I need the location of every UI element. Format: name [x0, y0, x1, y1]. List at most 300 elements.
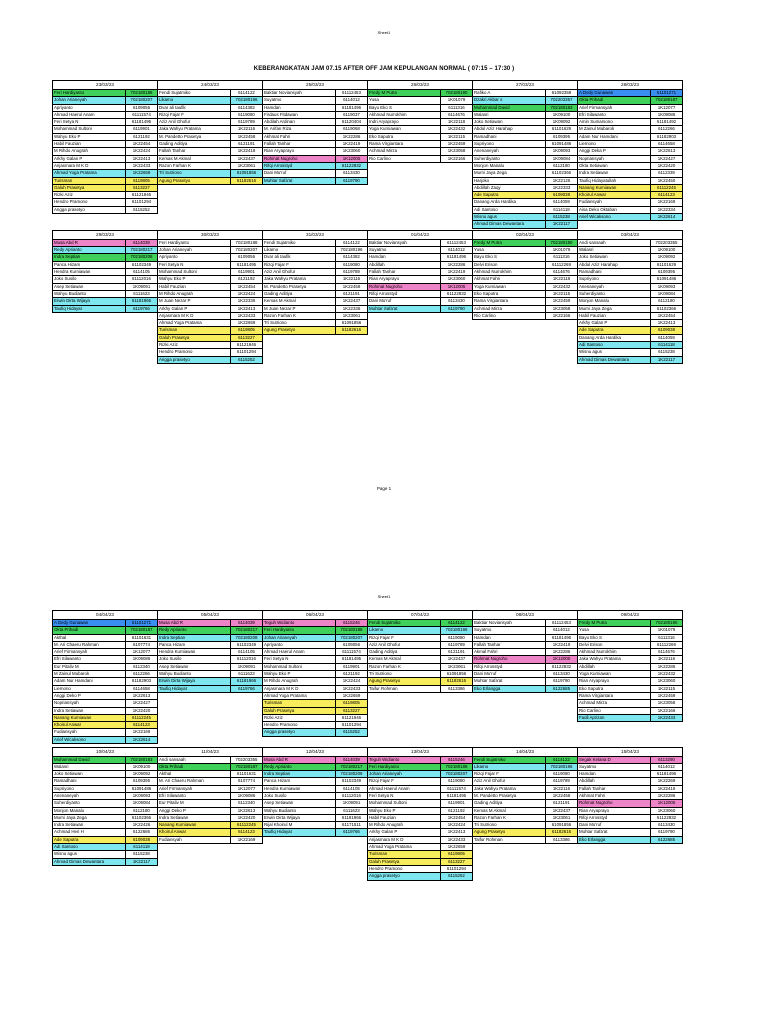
table-row — [158, 156, 262, 163]
employee-id: 6109056 — [132, 104, 151, 110]
employee-name: Adam Nur Hamdani — [53, 678, 126, 684]
employee-name: Musa Abd R — [158, 620, 231, 626]
employee-id: 61182903 — [656, 133, 677, 139]
table-row — [368, 815, 472, 822]
employee-id: 1K22419 — [657, 785, 676, 791]
table-row — [368, 851, 472, 858]
employee-id: 61111574 — [447, 785, 466, 791]
employee-name: Arief Firmansyah — [53, 649, 126, 655]
table-row — [158, 800, 262, 807]
employee-id: 6122685 — [552, 685, 571, 691]
employee-name: Rohmat Nugroho — [473, 656, 546, 662]
employee-id: 6109056 — [342, 641, 361, 647]
employee-name: Rizki Aziz — [263, 715, 336, 721]
employee-name: Kemas M Akmal — [473, 808, 546, 814]
employee-name: Rio Carlino — [368, 156, 441, 162]
day-date: 14/04/23 — [473, 748, 577, 757]
employee-id: 702180196 — [445, 627, 468, 633]
employee-id: 702180188 — [130, 90, 153, 95]
employee-name: Akthal — [158, 771, 231, 777]
day-block — [262, 230, 368, 335]
table-row — [158, 126, 262, 133]
table-row — [368, 786, 472, 793]
employee-name: Indra Setiawan — [158, 815, 231, 821]
table-row — [473, 664, 577, 671]
employee-id: 1K22166 — [657, 707, 676, 713]
employee-id: 1K22427 — [132, 700, 151, 706]
table-row — [473, 837, 577, 843]
day-date: 30/03/23 — [158, 231, 262, 240]
table-row — [578, 313, 682, 320]
employee-name: Aziz Anil Ghofur — [263, 269, 336, 275]
employee-id: 61181495 — [236, 261, 257, 267]
employee-id: 1K22433 — [342, 685, 361, 691]
table-row — [53, 851, 157, 858]
employee-name: Yoga Kurniawan — [578, 671, 651, 677]
employee-id: 702180183 — [130, 756, 153, 762]
table-row — [53, 715, 157, 722]
employee-id: 6114012 — [553, 627, 570, 633]
table-row — [158, 141, 262, 148]
employee-id: 6113430 — [448, 298, 465, 304]
employee-id: 6119805 — [238, 327, 255, 333]
employee-name: Fredy M Putra — [368, 90, 441, 96]
employee-id: 6115246 — [343, 620, 360, 625]
table-row — [263, 664, 367, 671]
employee-name: Nanang Kurniawan — [578, 185, 651, 191]
employee-name: Rizki Aziz — [53, 192, 126, 198]
employee-name: Kemas M Akmal — [368, 656, 441, 662]
employee-name: Johan Arianeyah — [158, 247, 231, 253]
table-row — [578, 335, 682, 342]
employee-id: 1K09092 — [552, 119, 571, 125]
employee-id: 702180188 — [445, 763, 468, 769]
employee-id: 61181496 — [551, 634, 572, 640]
employee-name: Apriyanto — [263, 642, 336, 648]
employee-name: Suyatmo — [263, 97, 336, 103]
table-row — [263, 678, 367, 685]
employee-id: 6114105 — [238, 649, 255, 655]
table-row — [158, 148, 262, 155]
table-row — [473, 240, 577, 247]
employee-id: 1K09092 — [657, 254, 676, 260]
table-row — [578, 126, 682, 133]
employee-name: Adi Santoso — [53, 844, 126, 850]
employee-id: 61181966 — [236, 678, 257, 684]
employee-id: 6113290 — [658, 756, 675, 762]
table-row — [368, 844, 472, 851]
employee-name: Anjasmara M K D — [263, 686, 336, 692]
employee-name: Indra Septian — [53, 254, 126, 260]
employee-id: 1K12077 — [657, 104, 676, 110]
employee-id: 6114676 — [658, 649, 675, 655]
table-row — [473, 786, 577, 793]
employee-name: Hendro Pramono — [263, 722, 336, 728]
employee-id: 61091486 — [131, 785, 152, 791]
table-row — [53, 112, 157, 119]
table-row — [263, 620, 367, 627]
employee-id: 61120404 — [341, 119, 362, 125]
employee-name: Rizqi Fajar F — [368, 635, 441, 641]
table-row — [158, 757, 262, 764]
employee-id: 61101271 — [656, 90, 677, 95]
employee-name: Feri Setya N — [368, 793, 441, 799]
table-row — [368, 90, 472, 97]
table-row — [158, 254, 262, 261]
table-row — [473, 119, 577, 126]
table-row — [473, 254, 577, 261]
table-row — [158, 97, 262, 104]
table-row — [368, 678, 472, 685]
table-row — [53, 844, 157, 851]
employee-id: 61112245 — [237, 822, 256, 828]
employee-id: 1K23060 — [657, 678, 676, 684]
employee-id: 1K22115 — [552, 290, 571, 296]
employee-id: 6109038 — [657, 327, 676, 333]
day-date: 08/04/23 — [473, 611, 577, 620]
employee-id: 6119068 — [343, 126, 360, 132]
employee-name: Taifur Rohman — [368, 686, 441, 692]
table-row — [578, 170, 682, 177]
table-row — [263, 808, 367, 815]
employee-name: Adi Santoso — [578, 342, 651, 348]
employee-name: Efri Silawanto — [578, 112, 651, 118]
employee-name: Okta Setiawan — [578, 163, 651, 169]
employee-name: Habil Fauzian — [578, 313, 651, 319]
employee-name: Abdillah Zaqy — [473, 185, 546, 191]
employee-name: Aziz Anil Ghofur — [158, 119, 231, 125]
employee-id: 61121946 — [341, 714, 362, 720]
employee-name: Indra Setiawan — [53, 822, 126, 828]
day-date: 10/04/23 — [53, 748, 157, 757]
table-row — [578, 778, 682, 785]
employee-id: 61121946 — [236, 342, 257, 348]
employee-id: 1K23060 — [342, 148, 361, 154]
employee-id: 6119789 — [448, 641, 465, 647]
table-row — [263, 800, 367, 807]
employee-id: 1K22659 — [132, 170, 151, 176]
table-row — [263, 778, 367, 785]
employee-id: 6112266 — [658, 126, 675, 132]
employee-name: Hendro Pramono — [368, 866, 441, 872]
table-row — [53, 262, 157, 269]
employee-id: 61181496 — [656, 771, 677, 777]
employee-id: 6109395 — [657, 269, 676, 275]
table-row — [578, 306, 682, 313]
employee-name: Asep Setiawan — [158, 664, 231, 670]
employee-name: Feri Setya N — [53, 119, 126, 125]
employee-id: 61182616 — [446, 678, 467, 684]
table-row — [263, 656, 367, 663]
employee-id: 1K22424 — [342, 678, 361, 684]
table-row — [263, 671, 367, 678]
table-row — [473, 815, 577, 822]
employee-name: Achmad Heri H — [53, 829, 126, 835]
employee-id: 1K22118 — [552, 276, 571, 282]
employee-name: Akhmad Nurrokhim — [473, 269, 546, 275]
employee-name: Mohammad Sultoni — [158, 269, 231, 275]
employee-id: 6113227 — [448, 858, 465, 864]
employee-name: Hendro Pramono — [158, 349, 231, 355]
employee-id: 1K22336 — [237, 298, 256, 304]
table-row — [473, 185, 577, 192]
employee-name: Monjon Manalu — [53, 808, 126, 814]
table-row — [158, 778, 262, 785]
table-row — [158, 822, 262, 829]
table-row — [263, 126, 367, 133]
employee-id: 1K09084 — [657, 290, 676, 296]
employee-name: Panca Hizam — [263, 778, 336, 784]
employee-name: Muhtar Safa'at — [473, 678, 546, 684]
employee-id: 6121191 — [343, 290, 360, 296]
employee-name: Joko Setiawan — [473, 119, 546, 125]
table-row — [263, 313, 367, 320]
employee-id: 61102349 — [131, 261, 152, 267]
employee-id: 6119766 — [343, 829, 360, 835]
employee-id: 6115252 — [238, 356, 255, 362]
table-row — [158, 837, 262, 843]
employee-name: M Juan Nezar P — [158, 298, 231, 304]
table-row — [578, 800, 682, 807]
employee-name: Arkhy Galan P — [53, 156, 126, 162]
table-row — [578, 291, 682, 298]
employee-id: 6119805 — [343, 700, 360, 706]
table-row — [368, 649, 472, 656]
table-row — [263, 97, 367, 104]
employee-id: 1K09091 — [132, 283, 151, 289]
employee-name: M. Pandetto Prasetya — [473, 793, 546, 799]
employee-id: 702180207 — [235, 247, 258, 253]
employee-name: Abdul Aziz Harahap — [473, 126, 546, 132]
table-row — [578, 199, 682, 206]
employee-name: Supriyono — [473, 141, 546, 147]
table-row — [473, 627, 577, 634]
employee-id: 1K22437 — [237, 155, 256, 161]
table-row — [578, 349, 682, 356]
table-row — [53, 808, 157, 815]
employee-id: 61112245 — [657, 184, 676, 190]
table-row — [368, 148, 472, 155]
employee-name: Mohammad Sultoni — [368, 800, 441, 806]
employee-name: Aziz Anil Ghofur — [368, 642, 441, 648]
table-row — [473, 269, 577, 276]
employee-name: M. Arifan Riza — [263, 126, 336, 132]
employee-name: Kemas M Akmal — [263, 298, 336, 304]
employee-id: 6114012 — [343, 97, 360, 103]
table-row — [368, 97, 472, 104]
employee-name: Nanang Kurniawan — [158, 822, 231, 828]
employee-id: 6109038 — [132, 836, 151, 842]
employee-name: Agung Prasetyo — [263, 327, 336, 333]
employee-name: Ahmad Haerul Anam — [53, 112, 126, 118]
sheet-label: Sheet1 — [377, 594, 391, 599]
employee-name: A Dedy Gunawan — [53, 620, 126, 626]
employee-id: 1K22426 — [132, 822, 151, 828]
employee-id: 61091486 — [551, 141, 572, 147]
employee-id: 61112269 — [552, 261, 571, 267]
employee-name: Muhtar Safa'at — [263, 178, 336, 184]
table-row — [53, 156, 157, 163]
table-row — [263, 757, 367, 764]
table-row — [578, 90, 682, 97]
employee-name: Galuh Prasetya — [368, 859, 441, 865]
employee-name: Danang Arda Hardika — [578, 335, 651, 341]
employee-id: 6115252 — [133, 206, 150, 212]
employee-id: 61101294 — [131, 199, 152, 205]
employee-name: Asep Setiawan — [53, 284, 126, 290]
employee-id: 1K22413 — [237, 305, 256, 311]
employee-id: 6107774 — [132, 641, 151, 647]
employee-id: 6119901 — [133, 126, 150, 132]
table-row — [158, 786, 262, 793]
employee-id: 1K22118 — [447, 119, 466, 125]
employee-id: 1K22115 — [657, 685, 676, 691]
employee-name: M. Ari Chaeru Rahman — [158, 778, 231, 784]
employee-name: Akhmad Nurrokhim — [368, 112, 441, 118]
employee-name: Liemono — [578, 141, 651, 147]
employee-name: Feri Setya N — [158, 262, 231, 268]
employee-name: Feri Hardiyanto — [53, 90, 126, 96]
table-row — [578, 320, 682, 327]
employee-id: 702180217 — [130, 247, 153, 253]
table-row — [578, 771, 682, 778]
table-row — [473, 313, 577, 319]
table-row — [578, 700, 682, 707]
employee-name: Johan Arianeyah — [263, 635, 336, 641]
table-row — [368, 134, 472, 141]
employee-id: 1K22433 — [657, 714, 676, 720]
employee-name: Likamo — [368, 627, 441, 633]
table-row — [158, 649, 262, 656]
table-row — [53, 764, 157, 771]
employee-name: Arief Firmansyah — [158, 786, 231, 792]
table-row — [368, 793, 472, 800]
employee-name: M Rihdo Anugrah — [263, 678, 336, 684]
employee-name: Fendi Sujatmiko — [368, 620, 441, 626]
employee-id: 1K12005 — [552, 656, 571, 662]
employee-id: 1K22424 — [132, 148, 151, 154]
employee-name: Rohmat Nugroho — [263, 156, 336, 162]
employee-name: Segak Kelana D — [578, 757, 651, 763]
table-row — [158, 829, 262, 836]
table-row — [578, 148, 682, 155]
employee-id: 702180217 — [235, 627, 258, 633]
table-row — [53, 700, 157, 707]
employee-id: 6119901 — [238, 269, 255, 275]
table-row — [53, 291, 157, 298]
table-row — [53, 656, 157, 663]
day-date: 05/04/23 — [158, 611, 262, 620]
table-row — [158, 291, 262, 298]
employee-id: 61112453 — [447, 239, 466, 245]
employee-name: Tri Sutriono — [368, 671, 441, 677]
day-block — [157, 80, 263, 185]
table-row — [53, 284, 157, 291]
table-row — [578, 678, 682, 685]
day-block — [52, 80, 158, 214]
employee-name: Rohmat Nugroho — [578, 800, 651, 806]
table-row — [263, 715, 367, 722]
employee-id: 61091856 — [236, 170, 257, 176]
employee-id: 1K22413 — [447, 829, 466, 835]
employee-id: 1K22116 — [342, 276, 361, 282]
employee-name: Walasri — [53, 764, 126, 770]
employee-name: M Zainul Mubarok — [53, 671, 126, 677]
table-row — [578, 808, 682, 815]
employee-id: 6112340 — [133, 663, 150, 669]
employee-name: Rio Carlino — [578, 708, 651, 714]
employee-name: Dvar ali taufik — [158, 105, 231, 111]
table-row — [578, 815, 682, 822]
employee-id: 1K12077 — [237, 785, 256, 791]
table-row — [368, 686, 472, 692]
employee-name: Razon Farhan K — [158, 163, 231, 169]
employee-id: 1K22433 — [447, 836, 466, 842]
employee-id: 6121191 — [448, 649, 465, 655]
employee-id: 6114122 — [448, 620, 465, 625]
day-block — [52, 230, 158, 313]
table-row — [158, 671, 262, 678]
employee-name: Arkhy Galan P — [578, 320, 651, 326]
employee-id: 1K23060 — [447, 276, 466, 282]
employee-id: 6119766 — [133, 305, 150, 311]
employee-name: Aisa Deko Oktaban — [578, 207, 651, 213]
employee-id: 61181495 — [341, 656, 362, 662]
employee-id: 1K22454 — [447, 814, 466, 820]
employee-id: 6119080 — [448, 634, 465, 640]
employee-name: M Zainul Mubarok — [578, 126, 651, 132]
employee-name: Fallah Tanhar — [368, 269, 441, 275]
employee-id: 6112180 — [133, 807, 150, 813]
employee-id: 6115238 — [133, 851, 150, 857]
employee-id: 702203355 — [235, 756, 258, 762]
employee-name: Panca Hizam — [53, 262, 126, 268]
table-row — [578, 327, 682, 334]
employee-id: 6114039 — [238, 620, 255, 625]
table-row — [263, 163, 367, 170]
table-row — [263, 178, 367, 184]
day-date: 09/04/23 — [578, 611, 682, 620]
employee-id: 1K22286 — [657, 663, 676, 669]
employee-name: Jaka Wahyu Pratama — [473, 786, 546, 792]
table-row — [53, 829, 157, 836]
employee-name: Eur Pitaliv M — [158, 800, 231, 806]
employee-id: 702203355 — [655, 239, 678, 245]
table-row — [578, 262, 682, 269]
employee-name: Gading Aditiya — [158, 141, 231, 147]
table-row — [473, 686, 577, 692]
employee-name: Yusa — [578, 627, 651, 633]
employee-name: Turisman — [263, 700, 336, 706]
employee-name: Ade Saputra — [53, 837, 126, 843]
table-row — [53, 126, 157, 133]
table-row — [263, 729, 367, 735]
employee-name: Akhmat Fahri — [473, 276, 546, 282]
employee-id: 61101294 — [236, 349, 257, 355]
employee-id: 6115246 — [448, 756, 465, 762]
employee-name: Suherdiyanto — [578, 291, 651, 297]
day-date: 03/04/23 — [578, 231, 682, 240]
day-block — [52, 610, 158, 744]
table-row — [473, 170, 577, 177]
employee-id: 61182616 — [551, 829, 572, 835]
table-row — [263, 708, 367, 715]
employee-name: Firdaus Fitdawan — [263, 112, 336, 118]
employee-id: 61102366 — [551, 170, 572, 176]
day-block — [472, 747, 578, 845]
table-row — [473, 800, 577, 807]
table-row — [53, 141, 157, 148]
